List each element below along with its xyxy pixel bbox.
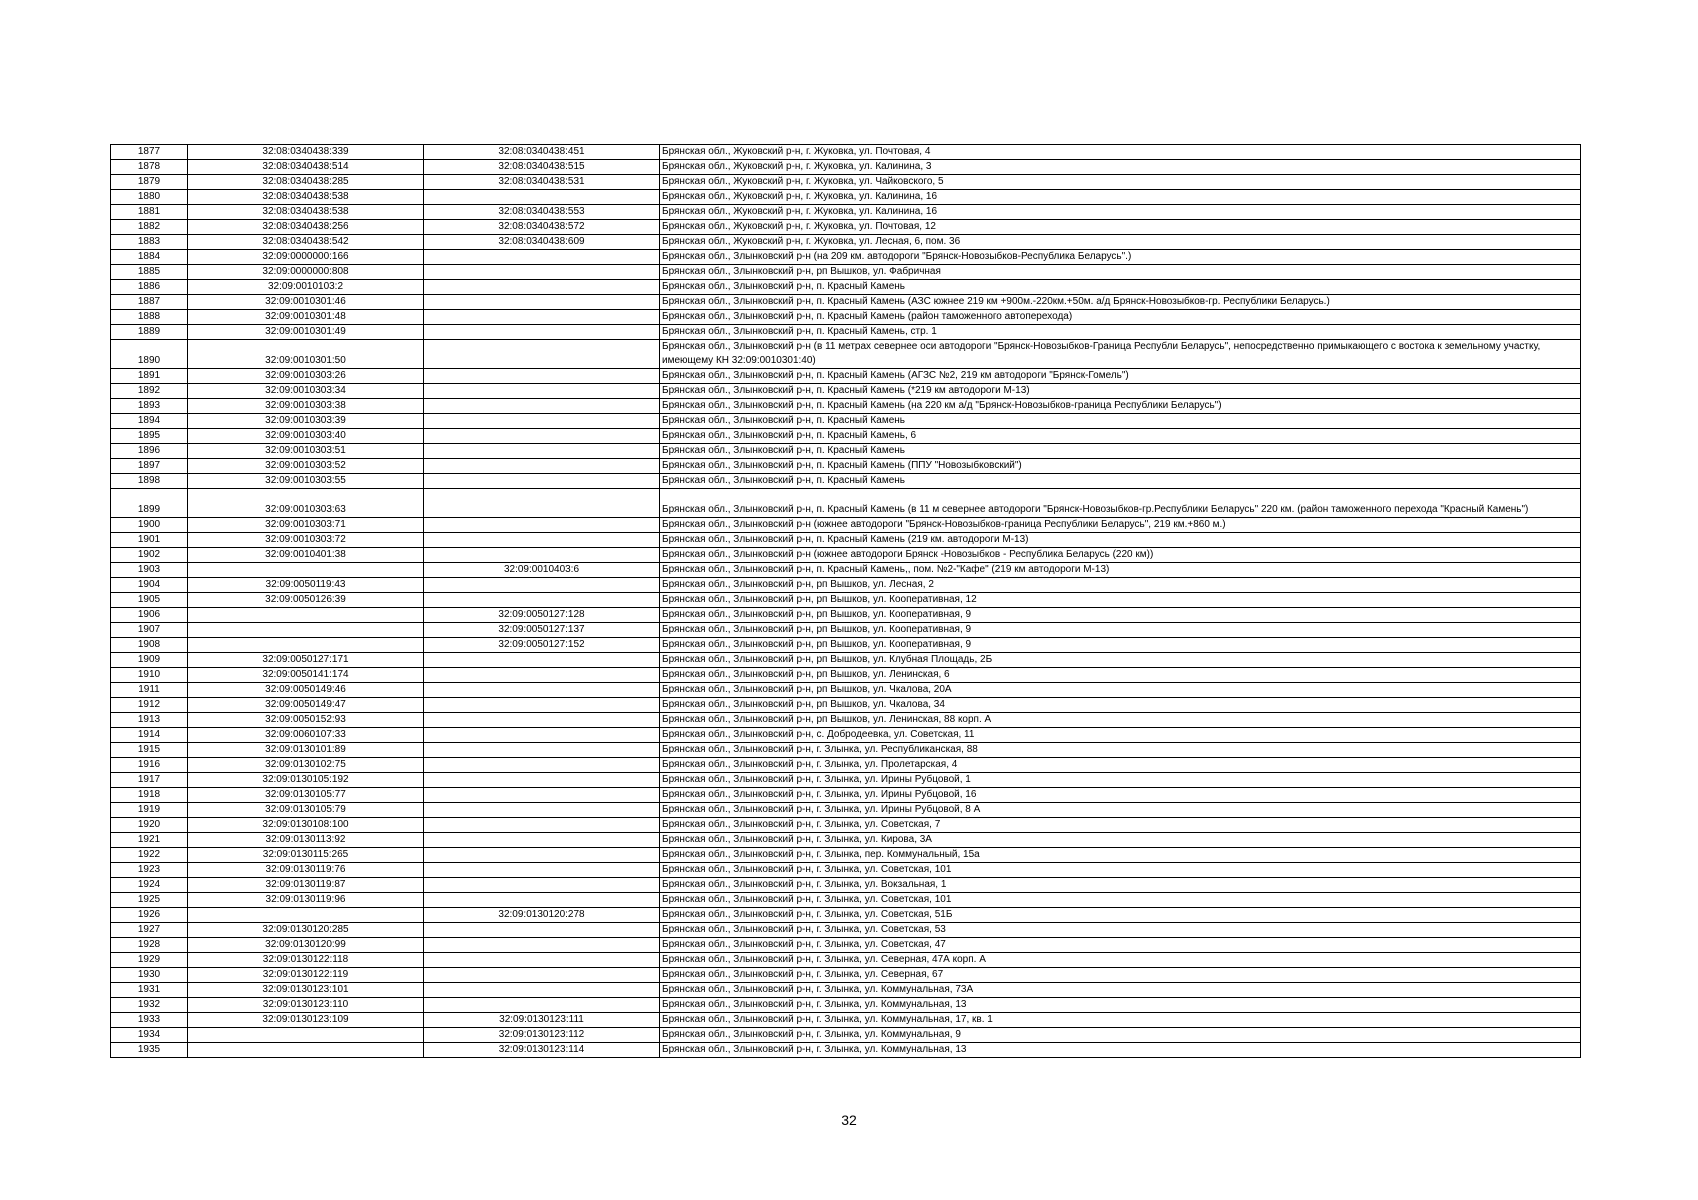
address-cell: Брянская обл., Злынковский р-н, г. Злынка, ул. Северная, 67: [660, 968, 1581, 983]
table-row: [111, 548, 1581, 563]
address-cell: Брянская обл., Злынковский р-н, п. Красный Камень (АЗС южнее 219 км +900м.-220км.+50м. а/д Брянск-Новозыбков-гр. Республики Беларусь.): [660, 295, 1581, 310]
cadastral-number-cell: 32:09:0010303:72: [188, 533, 424, 548]
table-row: [111, 533, 1581, 548]
object-cadastral-number-cell: [424, 743, 660, 758]
table-row: [111, 998, 1581, 1013]
address-cell: Брянская обл., Злынковский р-н, п. Красный Камень: [660, 280, 1581, 295]
table-row: [111, 758, 1581, 773]
table-row: [111, 908, 1581, 923]
cadastral-number-cell: 32:09:0130113:92: [188, 833, 424, 848]
table-row: [111, 713, 1581, 728]
table-row: [111, 250, 1581, 265]
address-cell: Брянская обл., Злынковский р-н (южнее автодороги "Брянск-Новозыбков-граница Республики Беларусь", 219 км.+860 м.): [660, 518, 1581, 533]
cadastral-number-cell: 32:09:0050141:174: [188, 668, 424, 683]
object-cadastral-number-cell: 32:09:0050127:137: [424, 623, 660, 638]
table-row: [111, 743, 1581, 758]
row-number-cell: 1897: [111, 459, 188, 474]
cadastral-number-cell: 32:08:0340438:538: [188, 190, 424, 205]
cadastral-number-cell: 32:09:0130119:96: [188, 893, 424, 908]
registry-table-body: [111, 145, 1581, 1058]
object-cadastral-number-cell: [424, 863, 660, 878]
object-cadastral-number-cell: [424, 369, 660, 384]
object-cadastral-number-cell: [424, 833, 660, 848]
table-row: [111, 369, 1581, 384]
address-cell: Брянская обл., Жуковский р-н, г. Жуковка, ул. Калинина, 3: [660, 160, 1581, 175]
object-cadastral-number-cell: [424, 459, 660, 474]
row-number-cell: 1893: [111, 399, 188, 414]
address-cell: Брянская обл., Злынковский р-н, п. Красный Камень (*219 км автодороги М-13): [660, 384, 1581, 399]
cadastral-number-cell: 32:09:0010303:52: [188, 459, 424, 474]
address-cell: Брянская обл., Злынковский р-н, рп Вышков, ул. Фабричная: [660, 265, 1581, 280]
object-cadastral-number-cell: 32:09:0010403:6: [424, 563, 660, 578]
object-cadastral-number-cell: [424, 938, 660, 953]
cadastral-number-cell: 32:09:0060107:33: [188, 728, 424, 743]
address-cell: Брянская обл., Злынковский р-н, г. Злынка, ул. Ирины Рубцовой, 8 А: [660, 803, 1581, 818]
object-cadastral-number-cell: [424, 653, 660, 668]
object-cadastral-number-cell: [424, 474, 660, 489]
object-cadastral-number-cell: 32:09:0050127:152: [424, 638, 660, 653]
cadastral-number-cell: 32:09:0010303:55: [188, 474, 424, 489]
address-cell: Брянская обл., Злынковский р-н, г. Злынка, ул. Советская, 51Б: [660, 908, 1581, 923]
table-row: [111, 280, 1581, 295]
row-number-cell: 1887: [111, 295, 188, 310]
row-number-cell: 1892: [111, 384, 188, 399]
cadastral-number-cell: 32:09:0010303:51: [188, 444, 424, 459]
cadastral-number-cell: 32:09:0010303:71: [188, 518, 424, 533]
cadastral-number-cell: 32:09:0130108:100: [188, 818, 424, 833]
table-row: [111, 235, 1581, 250]
cadastral-number-cell: 32:09:0010303:40: [188, 429, 424, 444]
table-row: [111, 489, 1581, 518]
row-number-cell: 1895: [111, 429, 188, 444]
cadastral-number-cell: 32:09:0130123:101: [188, 983, 424, 998]
address-cell: Брянская обл., Злынковский р-н, г. Злынка, ул. Кирова, 3А: [660, 833, 1581, 848]
row-number-cell: 1884: [111, 250, 188, 265]
address-cell: Брянская обл., Злынковский р-н, г. Злынка, ул. Республиканская, 88: [660, 743, 1581, 758]
object-cadastral-number-cell: [424, 384, 660, 399]
object-cadastral-number-cell: [424, 668, 660, 683]
page-number: 32: [841, 1112, 857, 1128]
table-row: [111, 563, 1581, 578]
row-number-cell: 1922: [111, 848, 188, 863]
address-cell: Брянская обл., Злынковский р-н, п. Красный Камень (на 220 км а/д "Брянск-Новозыбков-граница Республики Беларусь"): [660, 399, 1581, 414]
row-number-cell: 1914: [111, 728, 188, 743]
row-number-cell: 1907: [111, 623, 188, 638]
table-row: [111, 340, 1581, 369]
cadastral-number-cell: 32:09:0010303:26: [188, 369, 424, 384]
object-cadastral-number-cell: [424, 953, 660, 968]
address-cell: Брянская обл., Злынковский р-н, рп Вышков, ул. Ленинская, 88 корп. А: [660, 713, 1581, 728]
cadastral-number-cell: 32:09:0010401:38: [188, 548, 424, 563]
table-row: [111, 160, 1581, 175]
address-cell: Брянская обл., Злынковский р-н, г. Злынка, ул. Вокзальная, 1: [660, 878, 1581, 893]
object-cadastral-number-cell: 32:08:0340438:572: [424, 220, 660, 235]
object-cadastral-number-cell: [424, 414, 660, 429]
address-cell: Брянская обл., Злынковский р-н, г. Злынка, ул. Советская, 53: [660, 923, 1581, 938]
cadastral-number-cell: 32:08:0340438:256: [188, 220, 424, 235]
object-cadastral-number-cell: [424, 444, 660, 459]
address-cell: Брянская обл., Злынковский р-н, п. Красный Камень: [660, 414, 1581, 429]
table-row: [111, 773, 1581, 788]
object-cadastral-number-cell: [424, 773, 660, 788]
table-row: [111, 863, 1581, 878]
address-cell: Брянская обл., Злынковский р-н, п. Красный Камень: [660, 474, 1581, 489]
address-cell: Брянская обл., Злынковский р-н, рп Вышков, ул. Кооперативная, 12: [660, 593, 1581, 608]
address-cell: Брянская обл., Злынковский р-н, п. Красный Камень (АГЗС №2, 219 км автодороги "Брянск-Гомель"): [660, 369, 1581, 384]
row-number-cell: 1928: [111, 938, 188, 953]
address-cell: Брянская обл., Злынковский р-н, с. Добродеевка, ул. Советская, 11: [660, 728, 1581, 743]
row-number-cell: 1899: [111, 489, 188, 518]
address-cell: Брянская обл., Злынковский р-н, п. Красный Камень, 6: [660, 429, 1581, 444]
object-cadastral-number-cell: [424, 310, 660, 325]
table-row: [111, 893, 1581, 908]
table-row: [111, 803, 1581, 818]
row-number-cell: 1925: [111, 893, 188, 908]
object-cadastral-number-cell: [424, 489, 660, 518]
object-cadastral-number-cell: [424, 340, 660, 369]
object-cadastral-number-cell: [424, 683, 660, 698]
object-cadastral-number-cell: [424, 265, 660, 280]
cadastral-number-cell: 32:09:0130102:75: [188, 758, 424, 773]
object-cadastral-number-cell: 32:09:0050127:128: [424, 608, 660, 623]
row-number-cell: 1880: [111, 190, 188, 205]
cadastral-number-cell: 32:09:0000000:808: [188, 265, 424, 280]
table-row: [111, 833, 1581, 848]
address-cell: Брянская обл., Злынковский р-н, г. Злынка, ул. Коммунальная, 73А: [660, 983, 1581, 998]
object-cadastral-number-cell: 32:08:0340438:515: [424, 160, 660, 175]
table-row: [111, 578, 1581, 593]
row-number-cell: 1900: [111, 518, 188, 533]
row-number-cell: 1888: [111, 310, 188, 325]
address-cell: Брянская обл., Злынковский р-н, г. Злынка, ул. Советская, 47: [660, 938, 1581, 953]
object-cadastral-number-cell: [424, 728, 660, 743]
row-number-cell: 1882: [111, 220, 188, 235]
object-cadastral-number-cell: [424, 998, 660, 1013]
object-cadastral-number-cell: [424, 698, 660, 713]
row-number-cell: 1931: [111, 983, 188, 998]
address-cell: Брянская обл., Злынковский р-н, г. Злынка, ул. Северная, 47А корп. А: [660, 953, 1581, 968]
table-row: [111, 444, 1581, 459]
row-number-cell: 1885: [111, 265, 188, 280]
object-cadastral-number-cell: [424, 788, 660, 803]
cadastral-number-cell: 32:09:0130105:192: [188, 773, 424, 788]
row-number-cell: 1916: [111, 758, 188, 773]
cadastral-number-cell: 32:09:0130105:79: [188, 803, 424, 818]
cadastral-number-cell: 32:08:0340438:542: [188, 235, 424, 250]
table-row: [111, 623, 1581, 638]
cadastral-number-cell: 32:09:0010301:49: [188, 325, 424, 340]
object-cadastral-number-cell: [424, 713, 660, 728]
cadastral-number-cell: 32:09:0130101:89: [188, 743, 424, 758]
cadastral-number-cell: [188, 908, 424, 923]
row-number-cell: 1908: [111, 638, 188, 653]
address-cell: Брянская обл., Злынковский р-н, рп Вышков, ул. Клубная Площадь, 2Б: [660, 653, 1581, 668]
row-number-cell: 1915: [111, 743, 188, 758]
object-cadastral-number-cell: 32:08:0340438:451: [424, 145, 660, 160]
cadastral-number-cell: 32:09:0130123:110: [188, 998, 424, 1013]
row-number-cell: 1918: [111, 788, 188, 803]
address-cell: Брянская обл., Злынковский р-н, рп Вышков, ул. Чкалова, 20А: [660, 683, 1581, 698]
table-row: [111, 190, 1581, 205]
cadastral-number-cell: 32:09:0050119:43: [188, 578, 424, 593]
table-row: [111, 983, 1581, 998]
cadastral-number-cell: 32:09:0050149:47: [188, 698, 424, 713]
row-number-cell: 1890: [111, 340, 188, 369]
object-cadastral-number-cell: [424, 190, 660, 205]
address-cell: Брянская обл., Злынковский р-н, г. Злынка, ул. Пролетарская, 4: [660, 758, 1581, 773]
table-row: [111, 325, 1581, 340]
table-row: [111, 399, 1581, 414]
cadastral-number-cell: 32:09:0010303:63: [188, 489, 424, 518]
address-cell: Брянская обл., Злынковский р-н (южнее автодороги Брянск -Новозыбков - Республика Беларусь (220 км)): [660, 548, 1581, 563]
object-cadastral-number-cell: [424, 878, 660, 893]
table-row: [111, 265, 1581, 280]
row-number-cell: 1917: [111, 773, 188, 788]
row-number-cell: 1878: [111, 160, 188, 175]
object-cadastral-number-cell: [424, 803, 660, 818]
table-row: [111, 923, 1581, 938]
cadastral-number-cell: 32:09:0130119:76: [188, 863, 424, 878]
object-cadastral-number-cell: 32:09:0130123:114: [424, 1043, 660, 1058]
address-cell: Брянская обл., Злынковский р-н, г. Злынка, ул. Советская, 101: [660, 893, 1581, 908]
address-cell: Брянская обл., Жуковский р-н, г. Жуковка, ул. Лесная, 6, пом. 36: [660, 235, 1581, 250]
row-number-cell: 1903: [111, 563, 188, 578]
object-cadastral-number-cell: 32:09:0130123:111: [424, 1013, 660, 1028]
object-cadastral-number-cell: 32:09:0130123:112: [424, 1028, 660, 1043]
table-row: [111, 683, 1581, 698]
object-cadastral-number-cell: [424, 548, 660, 563]
table-row: [111, 728, 1581, 743]
table-row: [111, 608, 1581, 623]
address-cell: Брянская обл., Злынковский р-н, г. Злынка, ул. Коммунальная, 13: [660, 998, 1581, 1013]
address-cell: Брянская обл., Злынковский р-н, г. Злынка, ул. Советская, 101: [660, 863, 1581, 878]
address-cell: Брянская обл., Злынковский р-н, рп Вышков, ул. Лесная, 2: [660, 578, 1581, 593]
cadastral-number-cell: [188, 608, 424, 623]
cadastral-number-cell: 32:09:0130122:118: [188, 953, 424, 968]
cadastral-number-cell: [188, 563, 424, 578]
cadastral-number-cell: [188, 623, 424, 638]
object-cadastral-number-cell: [424, 818, 660, 833]
table-row: [111, 878, 1581, 893]
cadastral-number-cell: 32:09:0050127:171: [188, 653, 424, 668]
cadastral-number-cell: 32:08:0340438:514: [188, 160, 424, 175]
row-number-cell: 1933: [111, 1013, 188, 1028]
row-number-cell: 1896: [111, 444, 188, 459]
row-number-cell: 1879: [111, 175, 188, 190]
cadastral-number-cell: 32:09:0130115:265: [188, 848, 424, 863]
cadastral-number-cell: 32:09:0130123:109: [188, 1013, 424, 1028]
cadastral-number-cell: 32:09:0010103:2: [188, 280, 424, 295]
table-row: [111, 968, 1581, 983]
row-number-cell: 1932: [111, 998, 188, 1013]
object-cadastral-number-cell: [424, 295, 660, 310]
table-row: [111, 205, 1581, 220]
cadastral-number-cell: 32:09:0010301:46: [188, 295, 424, 310]
cadastral-number-cell: 32:09:0050152:93: [188, 713, 424, 728]
address-cell: Брянская обл., Злынковский р-н, г. Злынка, ул. Ирины Рубцовой, 1: [660, 773, 1581, 788]
row-number-cell: 1881: [111, 205, 188, 220]
row-number-cell: 1911: [111, 683, 188, 698]
object-cadastral-number-cell: [424, 533, 660, 548]
row-number-cell: 1904: [111, 578, 188, 593]
row-number-cell: 1889: [111, 325, 188, 340]
object-cadastral-number-cell: 32:08:0340438:531: [424, 175, 660, 190]
table-row: [111, 384, 1581, 399]
row-number-cell: 1891: [111, 369, 188, 384]
address-cell: Брянская обл., Злынковский р-н, г. Злынка, ул. Коммунальная, 17, кв. 1: [660, 1013, 1581, 1028]
table-row: [111, 474, 1581, 489]
address-cell: Брянская обл., Злынковский р-н, г. Злынка, ул. Коммунальная, 13: [660, 1043, 1581, 1058]
address-cell: Брянская обл., Злынковский р-н, рп Вышков, ул. Кооперативная, 9: [660, 608, 1581, 623]
address-cell: Брянская обл., Злынковский р-н, г. Злынка, ул. Коммунальная, 9: [660, 1028, 1581, 1043]
table-row: [111, 638, 1581, 653]
row-number-cell: 1910: [111, 668, 188, 683]
table-row: [111, 459, 1581, 474]
cadastral-number-cell: 32:09:0010303:34: [188, 384, 424, 399]
cadastral-number-cell: 32:09:0130120:99: [188, 938, 424, 953]
address-cell: Брянская обл., Злынковский р-н, п. Красный Камень (в 11 м севернее автодороги "Брянск-Новозыбков-гр.Республики Беларусь" 220 км. (район таможенного перехода "Красный Камень"): [660, 489, 1581, 518]
table-row: [111, 818, 1581, 833]
cadastral-number-cell: 32:08:0340438:285: [188, 175, 424, 190]
object-cadastral-number-cell: [424, 848, 660, 863]
cadastral-number-cell: 32:09:0010303:39: [188, 414, 424, 429]
table-row: [111, 938, 1581, 953]
row-number-cell: 1920: [111, 818, 188, 833]
address-cell: Брянская обл., Злынковский р-н, п. Красный Камень (219 км. автодороги М-13): [660, 533, 1581, 548]
table-row: [111, 310, 1581, 325]
object-cadastral-number-cell: [424, 429, 660, 444]
row-number-cell: 1926: [111, 908, 188, 923]
table-row: [111, 848, 1581, 863]
table-row: [111, 175, 1581, 190]
cadastral-number-cell: 32:09:0000000:166: [188, 250, 424, 265]
object-cadastral-number-cell: 32:09:0130120:278: [424, 908, 660, 923]
row-number-cell: 1877: [111, 145, 188, 160]
row-number-cell: 1930: [111, 968, 188, 983]
object-cadastral-number-cell: 32:08:0340438:609: [424, 235, 660, 250]
address-cell: Брянская обл., Злынковский р-н, рп Вышков, ул. Чкалова, 34: [660, 698, 1581, 713]
table-row: [111, 1043, 1581, 1058]
address-cell: Брянская обл., Злынковский р-н, п. Красный Камень, стр. 1: [660, 325, 1581, 340]
cadastral-number-cell: 32:09:0010301:48: [188, 310, 424, 325]
row-number-cell: 1934: [111, 1028, 188, 1043]
object-cadastral-number-cell: [424, 518, 660, 533]
cadastral-number-cell: 32:09:0050149:46: [188, 683, 424, 698]
object-cadastral-number-cell: [424, 968, 660, 983]
address-cell: Брянская обл., Злынковский р-н, рп Вышков, ул. Кооперативная, 9: [660, 623, 1581, 638]
address-cell: Брянская обл., Злынковский р-н, г. Злынка, пер. Коммунальный, 15а: [660, 848, 1581, 863]
object-cadastral-number-cell: [424, 250, 660, 265]
table-row: [111, 220, 1581, 235]
object-cadastral-number-cell: [424, 758, 660, 773]
object-cadastral-number-cell: [424, 399, 660, 414]
address-cell: Брянская обл., Злынковский р-н, г. Злынка, ул. Советская, 7: [660, 818, 1581, 833]
address-cell: Брянская обл., Злынковский р-н, рп Вышков, ул. Ленинская, 6: [660, 668, 1581, 683]
table-row: [111, 653, 1581, 668]
row-number-cell: 1902: [111, 548, 188, 563]
row-number-cell: 1883: [111, 235, 188, 250]
row-number-cell: 1913: [111, 713, 188, 728]
table-row: [111, 145, 1581, 160]
row-number-cell: 1935: [111, 1043, 188, 1058]
object-cadastral-number-cell: [424, 578, 660, 593]
row-number-cell: 1905: [111, 593, 188, 608]
row-number-cell: 1923: [111, 863, 188, 878]
object-cadastral-number-cell: [424, 325, 660, 340]
address-cell: Брянская обл., Жуковский р-н, г. Жуковка, ул. Почтовая, 4: [660, 145, 1581, 160]
cadastral-number-cell: 32:09:0130122:119: [188, 968, 424, 983]
cadastral-number-cell: [188, 1043, 424, 1058]
row-number-cell: 1927: [111, 923, 188, 938]
row-number-cell: 1898: [111, 474, 188, 489]
table-row: [111, 953, 1581, 968]
object-cadastral-number-cell: [424, 593, 660, 608]
table-row: [111, 1013, 1581, 1028]
row-number-cell: 1909: [111, 653, 188, 668]
cadastral-number-cell: 32:09:0130105:77: [188, 788, 424, 803]
cadastral-number-cell: 32:09:0130120:285: [188, 923, 424, 938]
row-number-cell: 1919: [111, 803, 188, 818]
address-cell: Брянская обл., Злынковский р-н, рп Вышков, ул. Кооперативная, 9: [660, 638, 1581, 653]
table-row: [111, 1028, 1581, 1043]
table-row: [111, 429, 1581, 444]
table-row: [111, 698, 1581, 713]
address-cell: Брянская обл., Злынковский р-н (на 209 км. автодороги "Брянск-Новозыбков-Республика Беларусь".): [660, 250, 1581, 265]
row-number-cell: 1886: [111, 280, 188, 295]
object-cadastral-number-cell: [424, 280, 660, 295]
row-number-cell: 1894: [111, 414, 188, 429]
address-cell: Брянская обл., Злынковский р-н, п. Красный Камень (ППУ "Новозыбковский"): [660, 459, 1581, 474]
cadastral-number-cell: 32:08:0340438:339: [188, 145, 424, 160]
address-cell: Брянская обл., Жуковский р-н, г. Жуковка, ул. Чайковского, 5: [660, 175, 1581, 190]
row-number-cell: 1901: [111, 533, 188, 548]
cadastral-number-cell: [188, 638, 424, 653]
table-row: [111, 593, 1581, 608]
row-number-cell: 1921: [111, 833, 188, 848]
address-cell: Брянская обл., Жуковский р-н, г. Жуковка, ул. Калинина, 16: [660, 205, 1581, 220]
cadastral-number-cell: [188, 1028, 424, 1043]
table-row: [111, 414, 1581, 429]
address-cell: Брянская обл., Жуковский р-н, г. Жуковка, ул. Почтовая, 12: [660, 220, 1581, 235]
object-cadastral-number-cell: [424, 893, 660, 908]
table-row: [111, 518, 1581, 533]
address-cell: Брянская обл., Злынковский р-н, п. Красный Камень,, пом. №2-"Кафе" (219 км автодороги М-13): [660, 563, 1581, 578]
cadastral-number-cell: 32:09:0130119:87: [188, 878, 424, 893]
address-cell: Брянская обл., Жуковский р-н, г. Жуковка, ул. Калинина, 16: [660, 190, 1581, 205]
address-cell: Брянская обл., Злынковский р-н, п. Красный Камень: [660, 444, 1581, 459]
registry-table: [110, 144, 1581, 1058]
row-number-cell: 1924: [111, 878, 188, 893]
row-number-cell: 1906: [111, 608, 188, 623]
cadastral-number-cell: 32:09:0050126:39: [188, 593, 424, 608]
table-row: [111, 668, 1581, 683]
address-cell: Брянская обл., Злынковский р-н (в 11 метрах севернее оси автодороги "Брянск-Новозыбков-Граница Республи Беларусь", непосредственно примыкающего с востока к земельному участку, имеющему КН 32:09:0010301:40): [660, 340, 1581, 369]
object-cadastral-number-cell: [424, 983, 660, 998]
object-cadastral-number-cell: 32:08:0340438:553: [424, 205, 660, 220]
row-number-cell: 1929: [111, 953, 188, 968]
address-cell: Брянская обл., Злынковский р-н, п. Красный Камень (район таможенного автоперехода): [660, 310, 1581, 325]
address-cell: Брянская обл., Злынковский р-н, г. Злынка, ул. Ирины Рубцовой, 16: [660, 788, 1581, 803]
cadastral-number-cell: 32:08:0340438:538: [188, 205, 424, 220]
row-number-cell: 1912: [111, 698, 188, 713]
table-row: [111, 788, 1581, 803]
cadastral-number-cell: 32:09:0010301:50: [188, 340, 424, 369]
table-row: [111, 295, 1581, 310]
cadastral-number-cell: 32:09:0010303:38: [188, 399, 424, 414]
object-cadastral-number-cell: [424, 923, 660, 938]
